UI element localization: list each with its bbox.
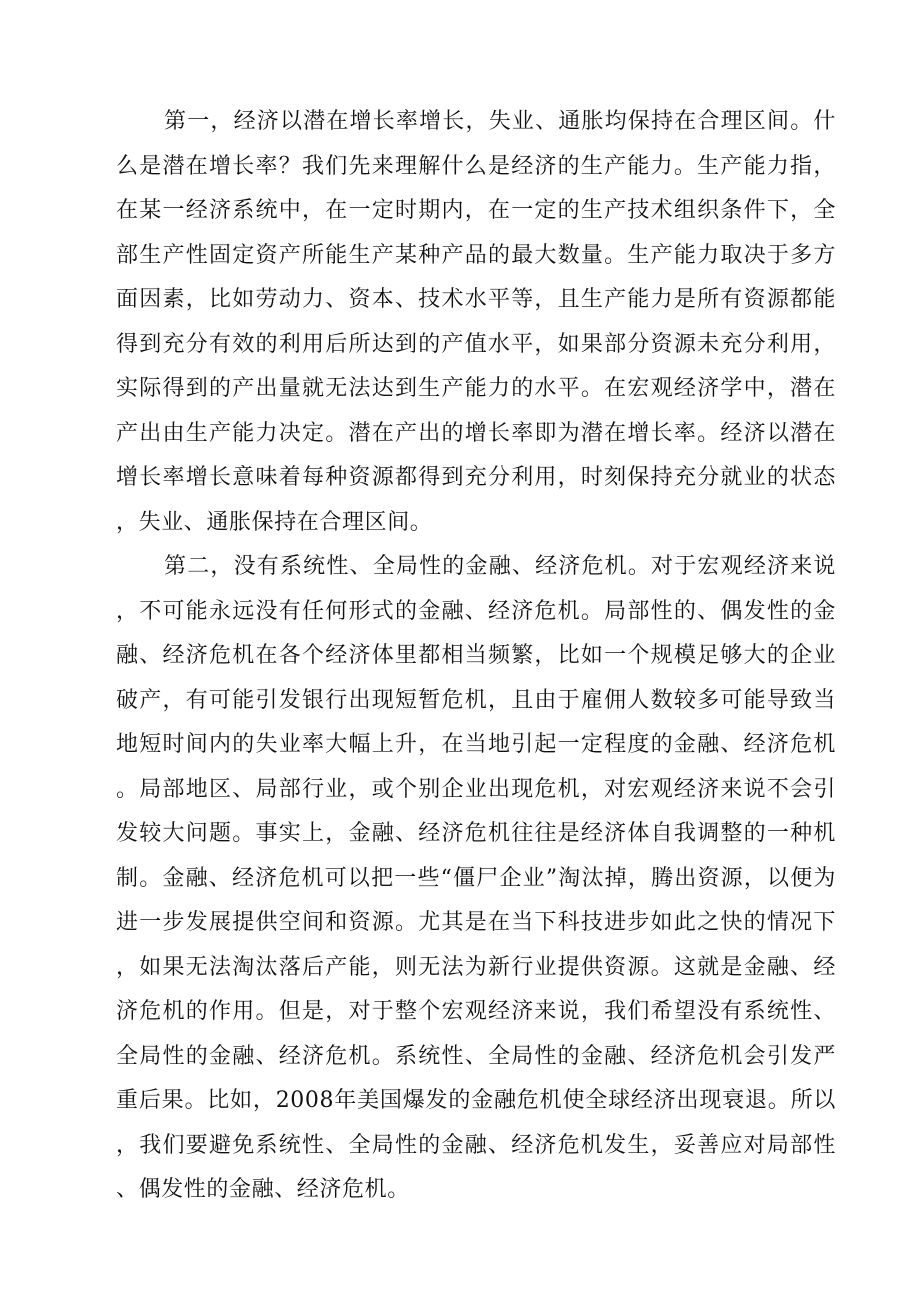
- paragraph-first: 第一，经济以潜在增长率增长，失业、通胀均保持在合理区间。什么是潜在增长率？我们先来理解什么是经济的生产能力。生产能力指，在某一经济系统中，在一定时期内，在一定的生产技术组织条件下，全部生产性固定资产所能生产某种产品的最大数量。生产能力取决于多方面因素，比如劳动力、资本、技术水平等，且生产能力是所有资源都能得到充分有效的利用后所达到的产值水平，如果部分资源未充分利用，实际得到的产出量就无法达到生产能力的水平。在宏观经济学中，潜在产出由生产能力决定。潜在产出的增长率即为潜在增长率。经济以潜在增长率增长意味着每种资源都得到充分利用，时刻保持充分就业的状态，失业、通胀保持在合理区间。: [116, 109, 836, 535]
- document-body: [116, 100, 836, 1213]
- paragraph-second: 第二，没有系统性、全局性的金融、经济危机。对于宏观经济来说，不可能永远没有任何形式的金融、经济危机。局部性的、偶发性的金融、经济危机在各个经济体里都相当频繁，比如一个规模足够大的企业破产，有可能引发银行出现短暂危机，且由于雇佣人数较多可能导致当地短时间内的失业率大幅上升，在当地引起一定程度的金融、经济危机。局部地区、局部行业，或个别企业出现危机，对宏观经济来说不会引发较大问题。事实上，金融、经济危机往往是经济体自我调整的一种机制。金融、经济危机可以把一些“僵尸企业”淘汰掉，腾出资源，以便为进一步发展提供空间和资源。尤其是在当下科技进步如此之快的情况下，如果无法淘汰落后产能，则无法为新行业提供资源。这就是金融、经济危机的作用。但是，对于整个宏观经济来说，我们希望没有系统性、全局性的金融、经济危机。系统性、全局性的金融、经济危机会引发严重后果。比如，2008年美国爆发的金融危机使全球经济出现衰退。所以，我们要避免系统性、全局性的金融、经济危机发生，妥善应对局部性、偶发性的金融、经济危机。: [116, 554, 836, 1202]
